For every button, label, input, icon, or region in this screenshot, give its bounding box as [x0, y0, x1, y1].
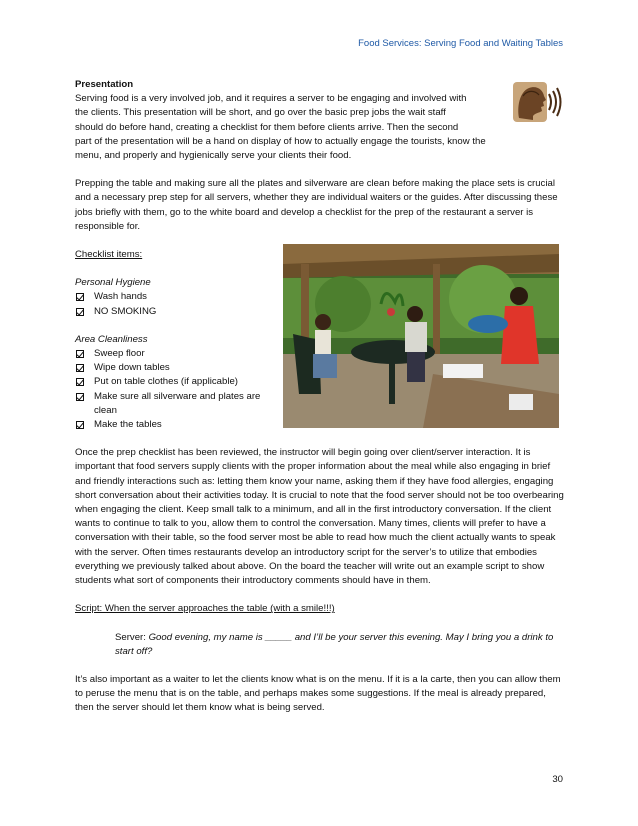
para1-line: part of the presentation will be a hand on display of how to actually engage the tourists, know the: [75, 135, 486, 147]
checked-box-icon: [76, 378, 84, 386]
checklist-group-name: Area Cleanliness: [75, 333, 148, 345]
para1-line: Serving food is a very involved job, and it requires a server to be engaging and involved with: [75, 93, 467, 105]
checklist-section: [75, 248, 565, 432]
checklist-title: Checklist items:: [75, 249, 143, 261]
checklist-item: Wash hands: [75, 290, 280, 304]
checked-box-icon: [76, 364, 84, 372]
checklist-group-name: Personal Hygiene: [75, 277, 151, 289]
para1-line: menu, and properly and hygienically serve your clients their food.: [75, 150, 352, 162]
presentation-paragraph-1: [75, 92, 505, 135]
presentation-paragraph-2: Prepping the table and making sure all the plates and silverware are clean before making the place sets is crucial and a necessary prep step for all servers, whether they are individual waiters or the guides. After discussing these jobs briefly with them, go to the white board and develop a checklist for the prep of the restaurant a server is responsible for.: [75, 178, 558, 232]
checklist-item: Sweep floor: [75, 347, 280, 361]
checklist-item: Make sure all silverware and plates are clean: [75, 390, 280, 418]
checked-box-icon: [76, 421, 84, 429]
script-line: [75, 631, 565, 659]
checked-box-icon: [76, 350, 84, 358]
presentation-heading: Presentation: [75, 79, 134, 90]
checklist-item: Make the tables: [75, 418, 280, 432]
checklist-item: Wipe down tables: [75, 361, 280, 375]
running-header: Food Services: Serving Food and Waiting Tables: [358, 38, 563, 49]
para1-line: should do before hand, creating a checklist for them before clients arrive. Then the second: [75, 121, 459, 133]
checklist-item: Put on table clothes (if applicable): [75, 375, 280, 389]
interaction-paragraph: Once the prep checklist has been reviewed, the instructor will begin going over client/server interaction. It is important that food servers supply clients with the proper information about the meal while also engaging in brief and friendly interactions such as: letting them know your name, asking them if they have food allergies, engaging short conversation about their activities today. It is crucial to note that the food server should not be too overbearing when engaging the client. Keep small talk to a minimum, and all in the first introductory conversation. If the client wants to continue to talk to you, allow them to control the conversation. Many times, clients will prefer to have a conversation with their table, so the food server most be able to read how much the client actually wants to speak with the server. Often times restaurants develop an introductory script for the server’s to utilize that embodies everything we previously talked about above. On the board the teacher will write out an example script to show students what sort of components their introductory comments should have in them.: [75, 447, 564, 587]
page-number: 30: [552, 774, 563, 785]
checked-box-icon: [76, 308, 84, 316]
script-text: Good evening, my name is _____ and I’ll be your server this evening. May I bring you a drink to start off?: [115, 631, 554, 657]
para1-line: the clients. This presentation will be short, and go over the basic prep jobs the wait staff: [75, 107, 446, 119]
checked-box-icon: [76, 293, 84, 301]
closing-paragraph: It’s also important as a waiter to let the clients know what is on the menu. If it is a la carte, then you can allow them to peruse the menu that is on the table, and perhaps makes some suggestions. If the meal is already prepared, then the server should let them know what is being served.: [75, 673, 561, 714]
checked-box-icon: [76, 393, 84, 401]
script-title: Script: When the server approaches the table (with a smile!!!): [75, 603, 335, 615]
script-speaker: Server:: [115, 631, 149, 643]
checklist-item: NO SMOKING: [75, 305, 280, 319]
